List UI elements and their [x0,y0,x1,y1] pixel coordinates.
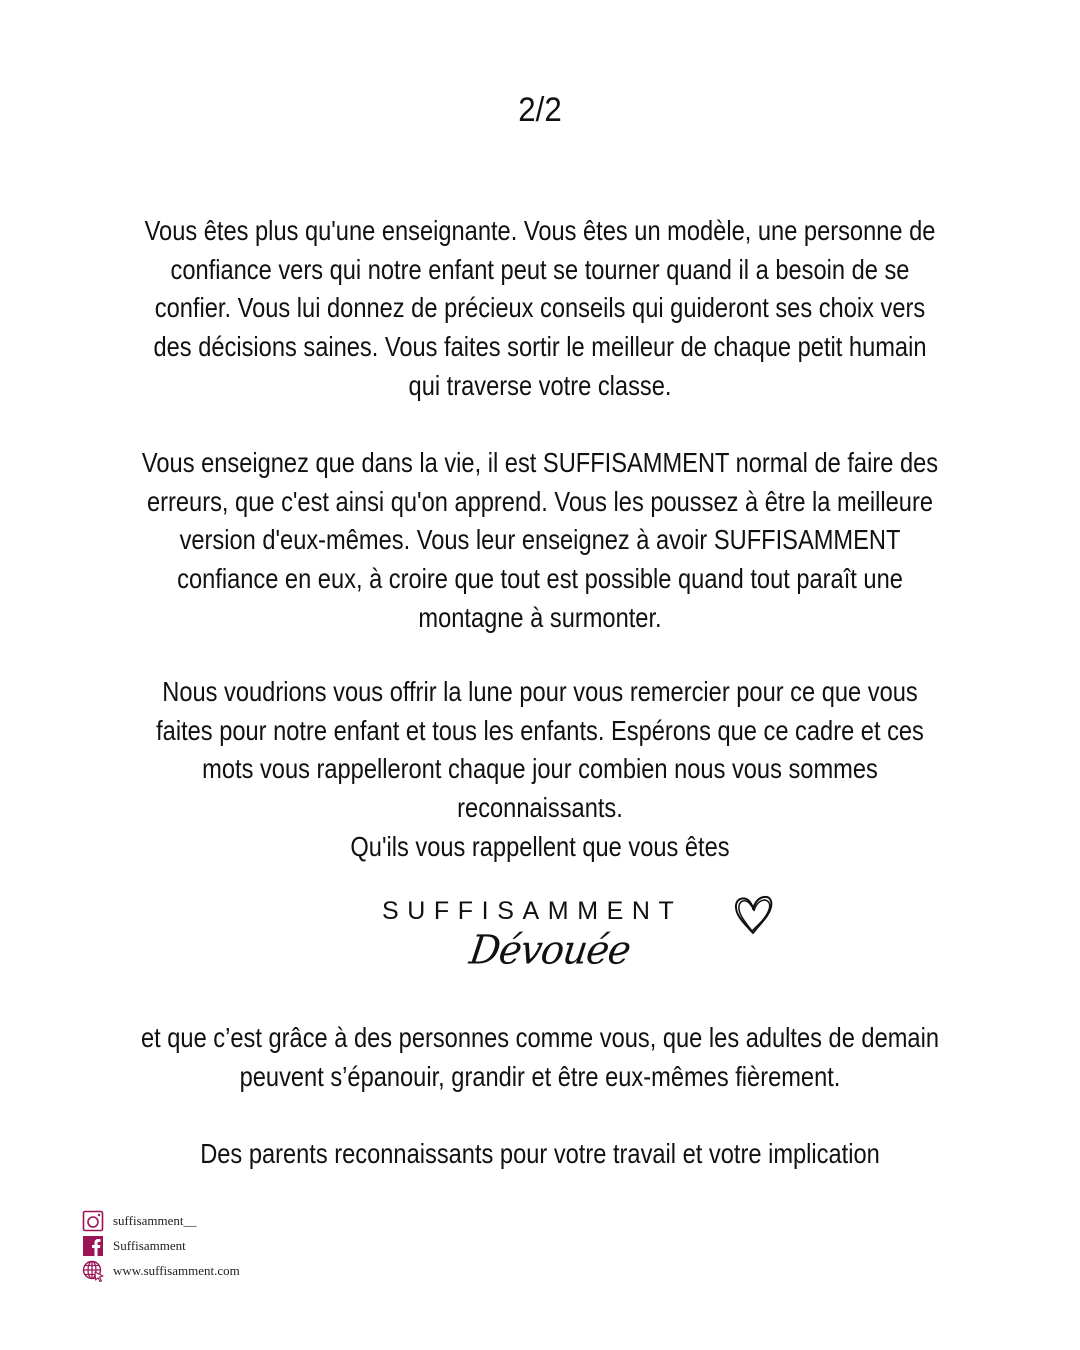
page-indicator: 2/2 [518,91,562,129]
paragraph-mistakes [40,444,1040,638]
social-links [82,1208,240,1283]
globe-web-icon [82,1260,104,1282]
text-line: version d'eux-mêmes. Vous leur enseignez à avoir SUFFISAMMENT [179,524,901,556]
social-instagram[interactable] [82,1208,240,1233]
brand-signature [382,893,782,983]
text-line: reconnaissants. [457,792,623,824]
text-line: Des parents reconnaissants pour votre travail et votre implication [200,1138,880,1169]
heart-outline-icon [732,893,774,937]
text-line: Nous voudrions vous offrir la lune pour vous remercier pour ce que vous [162,676,918,707]
text-line: mots vous rappelleront chaque jour combien nous vous sommes [202,753,878,785]
text-line: des décisions saines. Vous faites sortir le meilleur de chaque petit humain [153,331,927,363]
text-line: faites pour notre enfant et tous les enfants. Espérons que ce cadre et ces [156,714,924,746]
text-line: erreurs, que c'est ainsi qu'on apprend. Vous les poussez à être la meilleure [146,485,933,517]
paragraph-thanks [40,673,1040,867]
text-line: confiance vers qui notre enfant peut se tourner quand il a besoin de se [170,253,910,285]
text-line: et que c’est grâce à des personnes comme vous, que les adultes de demain [140,1022,939,1053]
brand-script-word: Dévouée [466,926,634,974]
text-line: Vous enseignez que dans la vie, il est SUFFISAMMENT normal de faire des [141,447,939,478]
facebook-icon [82,1235,104,1257]
website-url[interactable]: www.suffisamment.com [113,1262,240,1278]
text-line: Vous êtes plus qu'une enseignante. Vous êtes un modèle, une personne de [144,215,936,246]
text-line: peuvent s’épanouir, grandir et être eux-mêmes fièrement. [239,1060,841,1092]
paragraph-adults-of-tomorrow [40,1019,1040,1096]
signature-line [40,1135,1040,1174]
paragraph-role-model [40,212,1040,406]
social-website[interactable] [82,1258,240,1283]
instagram-icon [82,1210,104,1232]
social-facebook[interactable] [82,1233,240,1258]
text-line: confiance en eux, à croire que tout est possible quand tout paraît une [177,563,903,595]
instagram-handle[interactable]: suffisamment__ [113,1212,197,1228]
text-line: Qu'ils vous rappellent que vous êtes [350,830,730,862]
text-line: confier. Vous lui donnez de précieux conseils qui guideront ses choix vers [154,292,926,324]
text-line: qui traverse votre classe. [408,369,672,401]
facebook-page[interactable]: Suffisamment [113,1237,186,1253]
text-line: montagne à surmonter. [418,601,662,633]
brand-wordmark: SUFFISAMMENT [382,897,683,925]
